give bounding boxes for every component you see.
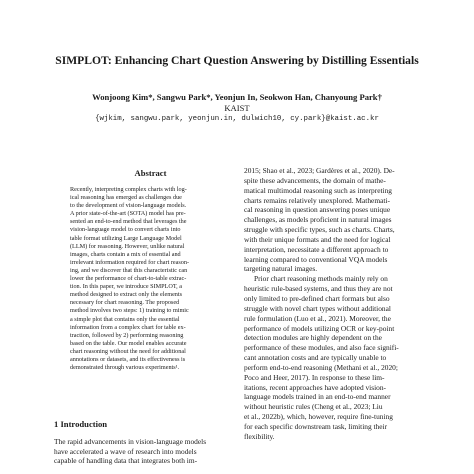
body-line: spite these advancements, the domain of mathe- xyxy=(244,175,386,185)
body-line: language models trained in an end-to-end manner xyxy=(244,392,391,402)
body-line: rule formulation (Luo et al., 2021). Moreover, the xyxy=(244,313,391,323)
abstract-line: necessary for chart reasoning. The proposed xyxy=(70,299,180,307)
abstract-line: A prior state-of-the-art (SOTA) model has pre- xyxy=(70,210,186,218)
body-line: interpretation, necessitate a different approach to xyxy=(244,244,389,254)
body-line: 2015; Shao et al., 2023; Gardères et al., 2020). De- xyxy=(244,166,395,175)
abstract-line: sented an end-to-end method that leverages the xyxy=(70,218,187,226)
abstract-line: ing, and we discover that this characteristic can xyxy=(70,266,188,274)
introduction-body xyxy=(54,437,250,466)
introduction-heading: 1 Introduction xyxy=(54,419,108,429)
abstract-line: method involves two steps: 1) training to mimic xyxy=(70,307,189,315)
right-column-text xyxy=(244,166,430,442)
body-line: for each specific downstream task, limiting their xyxy=(244,421,388,431)
abstract-line: demonstrated through various experiments¹. xyxy=(70,364,180,372)
body-line: cal reasoning in question answering poses unique xyxy=(244,205,391,215)
author-list: Wonjoong Kim*, Sangwu Park*, Yeonjun In, Seokwon Han, Chanyoung Park† xyxy=(92,92,382,102)
abstract-line: based on the table. Our model enables accurate xyxy=(70,339,187,347)
body-line: challenges, as models proficient in natural images xyxy=(244,215,392,225)
abstract-line: to the development of vision-language models. xyxy=(70,202,187,210)
abstract-heading: Abstract xyxy=(134,168,167,178)
body-line: et al., 2022b), which, however, require fine-tuning xyxy=(244,412,393,422)
body-line: Poco and Heer, 2017). In response to these lim- xyxy=(244,372,385,382)
body-line: cant annotation costs and are typically unable to xyxy=(244,353,387,363)
body-line: struggle with specific types, such as charts. Charts, xyxy=(244,225,395,235)
abstract-body xyxy=(70,186,230,372)
abstract-line: images, charts contain a mix of essential and xyxy=(70,250,181,258)
body-line: charts remains relatively unexplored. Mathemati- xyxy=(244,195,390,205)
body-line: targeting natural images. xyxy=(244,264,318,274)
intro-line: have accelerated a wave of research into models xyxy=(54,446,197,456)
abstract-line: irrelevant information required for chart reason- xyxy=(70,258,190,266)
body-line: itations, recent approaches have adopted vision- xyxy=(244,382,387,392)
author-emails: {wjkim, sangwu.park, yeonjun.in, dulwich10, cy.park}@kaist.ac.kr xyxy=(95,115,379,123)
abstract-line: annotations or datasets, and its effectiveness is xyxy=(70,355,186,363)
body-line: flexibility. xyxy=(244,431,275,441)
abstract-line: (LLM) for reasoning. However, unlike natural xyxy=(70,242,185,250)
body-line: learning compared to conventional VQA models xyxy=(244,254,388,264)
abstract-line: table format utilizing Large Language Model xyxy=(70,234,182,242)
intro-line: The rapid advancements in vision-language models xyxy=(54,437,207,446)
paper-title: SIMPLOT: Enhancing Chart Question Answering by Distilling Essentials xyxy=(55,54,419,67)
abstract-line: lower the performance of chart-to-table extrac- xyxy=(70,275,187,283)
affiliation: KAIST xyxy=(224,103,250,113)
body-line: Prior chart reasoning methods mainly rely on xyxy=(254,274,388,284)
abstract-line: traction, followed by 2) performing reasoning xyxy=(70,331,184,339)
body-line: perform end-to-end reasoning (Methani et al., 2020; xyxy=(244,362,398,372)
abstract-line: ical reasoning has emerged as challenges due xyxy=(70,194,182,202)
body-line: without heuristic rules (Cheng et al., 2023; Liu xyxy=(244,402,383,412)
body-line: performance of models utilizing OCR or key-point xyxy=(244,323,395,333)
body-line: detection modules are highly dependent on the xyxy=(244,333,382,343)
body-line: matical multimodal reasoning such as interpreting xyxy=(244,185,392,195)
body-line: with their unique formats and the need for logical xyxy=(244,234,391,244)
abstract-line: chart reasoning without the need for additional xyxy=(70,347,186,355)
body-line: struggle with novel chart types without additional xyxy=(244,303,391,313)
abstract-line: a simple plot that contains only the essential xyxy=(70,315,180,323)
body-line: performance of these modules, and also face signifi- xyxy=(244,343,399,353)
abstract-line: vision-language model to convert charts into xyxy=(70,226,181,234)
abstract-line: information from a complex chart for table ex- xyxy=(70,323,186,331)
body-line: heuristic rule-based systems, and thus they are not xyxy=(244,284,393,294)
abstract-line: Recently, interpreting complex charts with log- xyxy=(70,186,187,193)
intro-line: capable of handling data that integrates both im- xyxy=(54,456,198,466)
abstract-line: method designed to extract only the elements xyxy=(70,291,183,299)
body-line: only limited to pre-defined chart formats but also xyxy=(244,293,390,303)
abstract-line: tion. In this paper, we introduce SIMPLOT, a xyxy=(70,283,183,291)
